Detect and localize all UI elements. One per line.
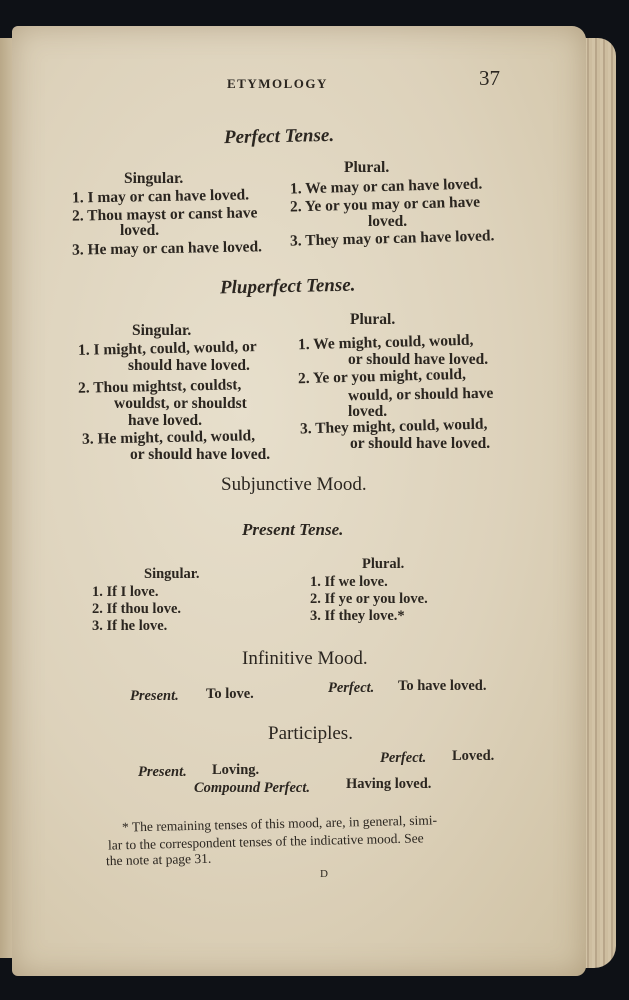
subjunctive-singular-2: 2. If thou love.	[92, 601, 182, 617]
pluperfect-plural-3b: or should have loved.	[350, 435, 491, 452]
subjunctive-singular-label: Singular.	[144, 566, 200, 582]
perfect-plural-3: 3. They may or can have loved.	[289, 227, 495, 250]
pluperfect-tense-heading: Pluperfect Tense.	[219, 274, 356, 299]
participles-perfect-label: Perfect.	[380, 750, 427, 766]
perfect-singular-2: 2. Thou mayst or canst have	[71, 204, 258, 225]
pluperfect-singular-2b: wouldst, or shouldst	[114, 395, 247, 412]
subjunctive-singular-3: 3. If he love.	[92, 618, 168, 634]
footnote-line-1: * The remaining tenses of this mood, are, in general, simi-	[121, 812, 438, 835]
perfect-singular-2b: loved.	[120, 222, 160, 239]
pluperfect-plural-2: 2. Ye or you might, could,	[297, 365, 467, 388]
subjunctive-plural-1: 1. If we love.	[310, 574, 388, 590]
perfect-singular-label: Singular.	[124, 170, 184, 187]
subjunctive-mood-heading: Subjunctive Mood.	[221, 474, 367, 495]
perfect-plural-2b: loved.	[368, 213, 408, 230]
subjunctive-singular-1: 1. If I love.	[92, 584, 159, 600]
pluperfect-plural-2c: loved.	[348, 403, 388, 420]
perfect-plural-1: 1. We may or can have loved.	[289, 175, 483, 198]
participles-heading: Participles.	[268, 723, 353, 744]
pluperfect-plural-3: 3. They might, could, would,	[299, 415, 488, 438]
pluperfect-plural-1: 1. We might, could, would,	[297, 331, 474, 354]
perfect-singular-1: 1. I may or can have loved.	[71, 186, 250, 207]
infinitive-mood-heading: Infinitive Mood.	[242, 648, 368, 669]
perfect-plural-2: 2. Ye or you may or can have	[289, 193, 481, 216]
participles-present-value: Loving.	[212, 762, 260, 778]
book	[0, 8, 629, 988]
pluperfect-singular-1b: should have loved.	[128, 357, 250, 374]
pluperfect-singular-3b: or should have loved.	[130, 446, 271, 463]
pluperfect-plural-1b: or should have loved.	[348, 351, 489, 368]
participles-compound-value: Having loved.	[346, 776, 432, 792]
signature-mark: D	[320, 868, 328, 880]
infinitive-present-label: Present.	[130, 688, 179, 704]
pluperfect-singular-2c: have loved.	[128, 412, 203, 429]
pluperfect-singular-label: Singular.	[132, 322, 192, 339]
book-page	[12, 26, 586, 976]
footnote-line-2: lar to the correspondent tenses of the indicative mood. See	[107, 830, 424, 853]
infinitive-perfect-value: To have loved.	[398, 678, 487, 694]
page-number: 37	[479, 66, 500, 90]
participles-compound-label: Compound Perfect.	[194, 780, 310, 796]
infinitive-present-value: To love.	[206, 686, 254, 702]
pluperfect-plural-label: Plural.	[350, 311, 396, 328]
pluperfect-singular-2: 2. Thou mightst, couldst,	[77, 376, 242, 397]
perfect-tense-heading: Perfect Tense.	[223, 124, 335, 149]
pluperfect-plural-2b: would, or should have	[347, 384, 494, 405]
pluperfect-singular-3: 3. He might, could, would,	[81, 427, 256, 448]
footnote-line-3: the note at page 31.	[105, 850, 212, 869]
subjunctive-plural-2: 2. If ye or you love.	[310, 591, 428, 607]
subjunctive-plural-3: 3. If they love.*	[310, 608, 405, 624]
perfect-plural-label: Plural.	[344, 159, 390, 176]
subjunctive-plural-label: Plural.	[362, 556, 405, 572]
subjunctive-present-tense: Present Tense.	[242, 520, 344, 539]
participles-perfect-value: Loved.	[452, 748, 495, 764]
pluperfect-singular-1: 1. I might, could, would, or	[77, 338, 257, 359]
running-header: ETYMOLOGY	[227, 76, 328, 91]
participles-present-label: Present.	[138, 764, 187, 780]
infinitive-perfect-label: Perfect.	[328, 680, 375, 696]
perfect-singular-3: 3. He may or can have loved.	[71, 238, 263, 259]
